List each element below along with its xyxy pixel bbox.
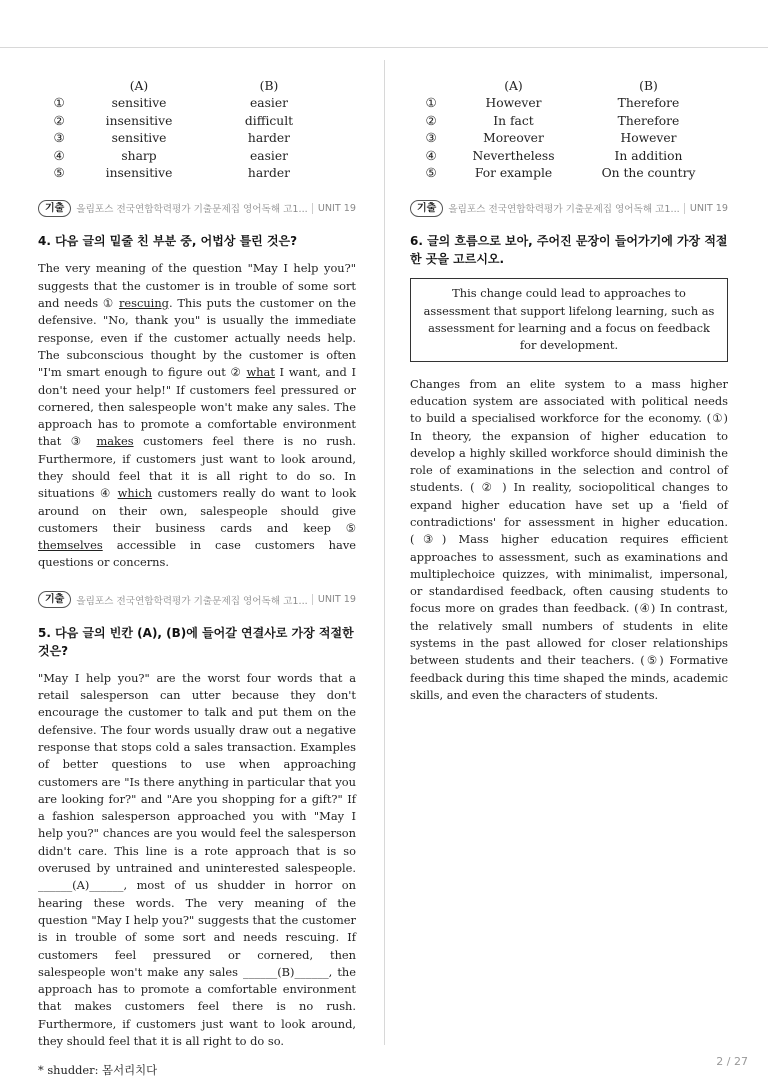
option-a: For example [474,166,553,181]
option-row[interactable] [44,165,334,182]
col-a-header: (A) [504,79,523,93]
option-number: ① [53,96,65,111]
option-b: Therefore [617,96,680,111]
underlined-choice: what [246,365,275,380]
option-a: sensitive [111,96,167,111]
option-row[interactable] [416,148,716,165]
question-title-q5: 5. 다음 글의 빈칸 (A), (B)에 들어갈 연결사로 가장 적절한 것은? [38,625,354,658]
option-number: ⑤ [425,166,437,181]
options-header-row [44,78,334,95]
unit-label: UNIT 19 [312,203,356,214]
option-a: insensitive [105,113,173,128]
option-a: sharp [121,148,157,163]
footnote: * shudder: 몸서리치다 [38,1063,158,1078]
option-number: ⑤ [53,166,65,181]
given-sentence-box: This change could lead to approaches to assessment that support lifelong learning, such as assessment for learning and a focus on feedback for development. [410,278,728,361]
options-table-q5 [416,78,716,182]
unit-label: UNIT 19 [684,203,728,214]
option-b: easier [249,148,288,163]
options-header-row [416,78,716,95]
right-column [410,78,728,704]
col-b-header: (B) [639,79,658,93]
passage-q6: Changes from an elite system to a mass higher education system are associated with political needs to build a specialised workforce for the economy. (①) In theory, the expansion of higher education to develop a highly skilled workforce should diminish the role of examinations in the selection and control of students. ( ② ) In reality, sociopolitical changes to expand higher education have set up a 'field of contradictions' for assessment in higher education. (③) Mass higher education requires efficient approaches to assessment, such as examinations and multiplechoice quizzes, with minimalist, impersonal, or standardised feedback, often causing students to focus more on grades than feedback. (④) In contrast, the relatively small numbers of students in elite systems in the past allowed for closer relationships between students and their teachers. (⑤) Formative feedback during this time shaped the minds, academic skills, and even the characters of students. [410,376,728,702]
question-meta-q4 [38,198,356,218]
underlined-choice: makes [96,434,134,449]
passage-text: . This puts the customer on the defensive. "No, thank you" is usually the immediate response, even if the customer actually needs help. The subconscious thought by the customer is often "I'm smart enough to figure out ② [38,296,356,380]
option-row[interactable] [44,148,334,165]
option-number: ④ [53,148,65,163]
option-b: In addition [614,148,683,163]
option-number: ③ [425,131,437,146]
option-row[interactable] [44,113,334,130]
column-divider [384,60,385,1045]
option-number: ② [53,113,65,128]
option-b: easier [249,96,288,111]
question-meta-q6 [410,198,728,218]
option-number: ④ [425,148,437,163]
option-a: sensitive [111,131,167,146]
option-b: On the country [601,166,696,181]
option-number: ③ [53,131,65,146]
option-b: Therefore [617,113,680,128]
unit-label: UNIT 19 [312,594,356,605]
option-number: ① [425,96,437,111]
source-badge: 기출 [38,591,71,608]
source-badge: 기출 [410,200,443,217]
passage-text: customers feel there is no rush. Furthermore, if customers just want to look around, they should feel that it is all right to do so. In situations ④ [38,434,356,501]
option-b: difficult [244,113,294,128]
passage-q5: "May I help you?" are the worst four words that a retail salesperson can utter because they don't encourage the customer to talk and put them on the defensive. The four words usually draw out a negative response that stops cold a sales transaction. Examples of better questions to use when approaching customers are "Is there anything in particular that you are looking for?" and "Are you shopping for a gift?" If a fashion salesperson approached you with "May I help you?" chances are you would feel the salesperson didn't care. This line is a rote approach that is so overused by untrained and uninterested salespeople. ______(A)______, most of us shudder in horror on hearing these words. The very meaning of the question "May I help you?" suggests that the customer is in trouble of some sort and needs rescuing. If customers feel pressured or cornered, then salespeople won't make any sales ______(B)______, the approach has to promote a comfortable environment that makes customers feel there is no rush. Furthermore, if customers just want to look around, they should feel that it is all right to do so. [38,670,356,1049]
page-number: 2 / 27 [716,1055,748,1068]
passage-text: accessible in case customers have questions or concerns. [38,538,356,570]
option-a: Nevertheless [472,148,555,163]
option-number: ② [425,113,437,128]
option-a: However [485,96,542,111]
option-row[interactable] [416,130,716,147]
option-row[interactable] [416,95,716,112]
option-a: insensitive [105,166,173,181]
top-rule [0,47,768,48]
options-table-q3 [44,78,334,182]
option-a: In fact [493,113,534,128]
option-a: Moreover [483,131,544,146]
underlined-choice: themselves [38,538,103,553]
passage-text: The very meaning of the question "May I help you?" suggests that the customer is in trouble of some sort and needs ① [38,261,356,311]
passage-q4 [38,260,356,571]
underlined-choice: rescuing [118,296,169,311]
question-meta-q5 [38,590,356,610]
col-a-header: (A) [129,79,149,93]
option-b: harder [247,131,291,146]
option-b: However [620,131,677,146]
source-badge: 기출 [38,200,71,217]
option-row[interactable] [416,113,716,130]
source-label: 올림포스 전국연합학력평가 기출문제집 영어독해 고1... [76,595,308,607]
source-label: 올림포스 전국연합학력평가 기출문제집 영어독해 고1... [448,204,680,216]
passage-text: customers really do want to look around on their own, salespeople should give customers their business cards and keep ⑤ [38,486,356,535]
option-row[interactable] [44,95,334,112]
option-row[interactable] [44,130,334,147]
question-title-q6: 6. 글의 흐름으로 보아, 주어진 문장이 들어가기에 가장 적절한 곳을 고르시오. [410,234,728,267]
source-label: 올림포스 전국연합학력평가 기출문제집 영어독해 고1... [76,204,308,216]
option-b: harder [247,166,291,181]
option-row[interactable] [416,165,716,182]
left-column [38,78,356,1078]
col-b-header: (B) [259,79,279,93]
passage-text: I want, and I don't need your help!" If customers feel pressured or cornered, then salespeople won't make any sales. The approach has to promote a comfortable environment that ③ [38,365,356,449]
underlined-choice: which [117,486,153,501]
question-title-q4: 4. 다음 글의 밑줄 친 부분 중, 어법상 틀린 것은? [38,234,298,249]
